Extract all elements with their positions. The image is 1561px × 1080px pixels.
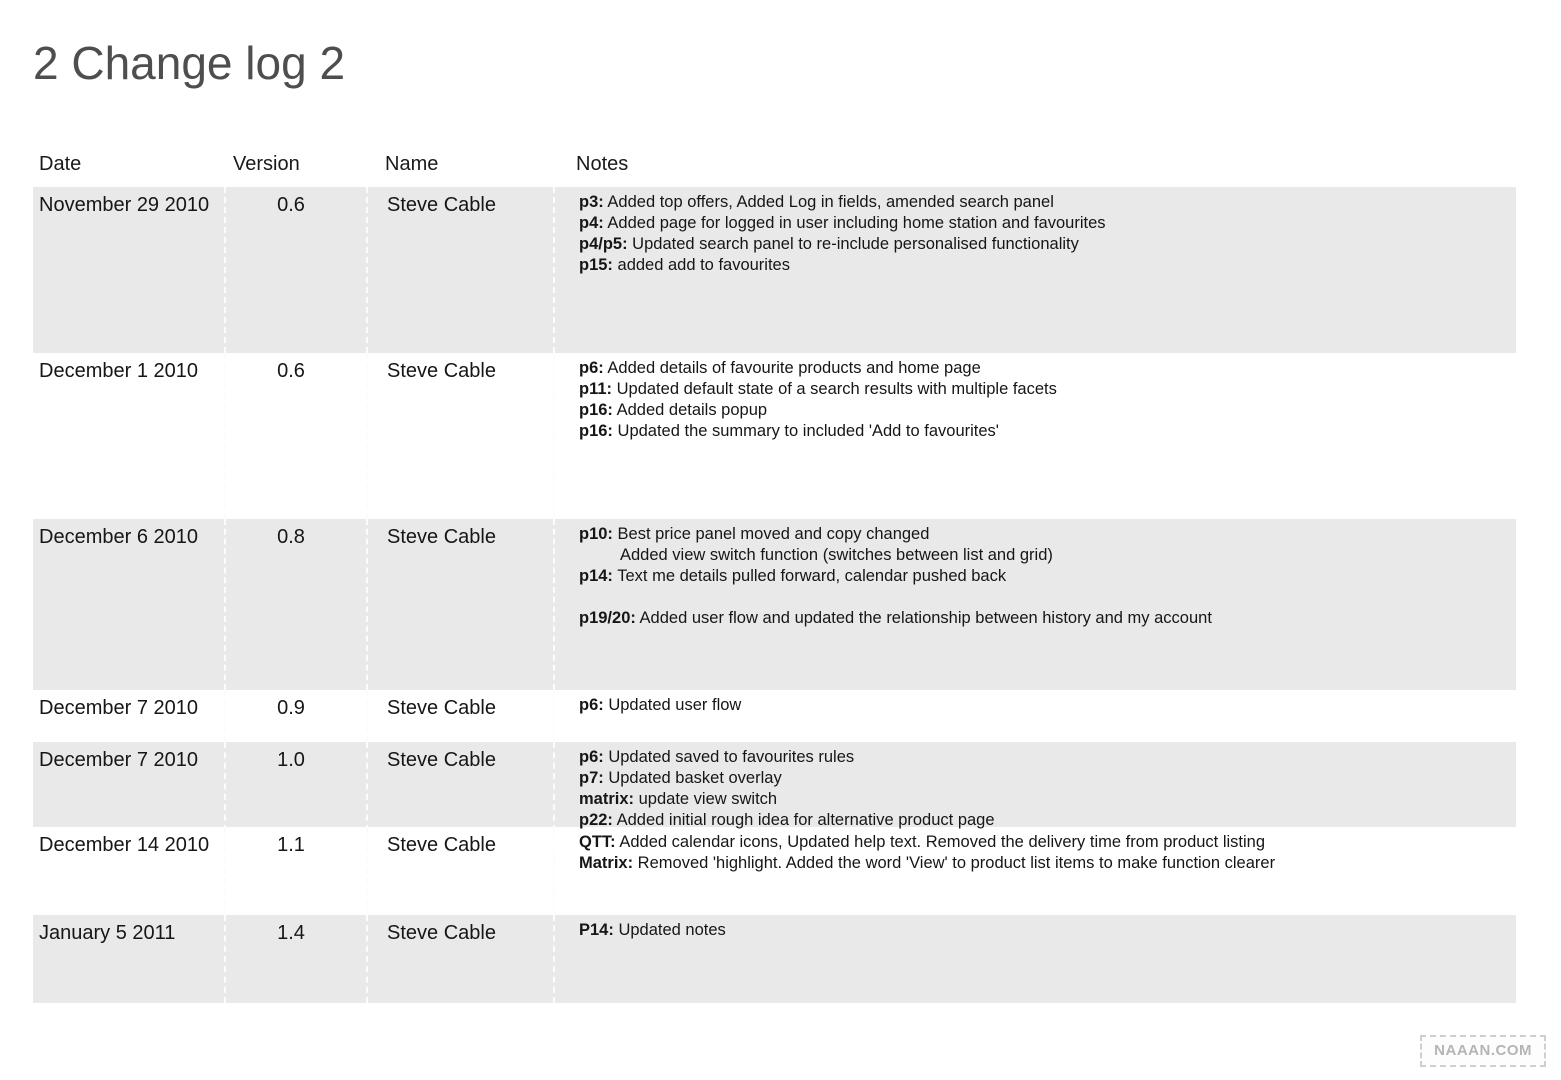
note-prefix: QTT:: [579, 833, 616, 851]
note-line: [579, 747, 1516, 768]
note-text: Added view switch function (switches between list and grid): [620, 546, 1053, 564]
note-prefix: p6:: [579, 359, 604, 377]
cell-notes: [553, 742, 1516, 831]
note-text: Updated notes: [613, 921, 726, 939]
note-prefix: Matrix:: [579, 854, 634, 872]
note-line: [579, 255, 1516, 276]
cell-notes: [553, 353, 1516, 519]
note-line: [579, 421, 1516, 442]
note-line: [579, 920, 1516, 941]
note-line: [579, 587, 1516, 608]
note-text: Updated basket overlay: [603, 769, 782, 787]
table-row: [33, 915, 1516, 1003]
note-prefix: p14:: [579, 567, 613, 585]
note-line: [579, 192, 1516, 213]
header-version: Version: [233, 153, 300, 175]
note-text: Updated default state of a search results with multiple facets: [612, 380, 1057, 398]
note-line: [579, 566, 1516, 587]
cell-date: December 7 2010: [39, 697, 198, 719]
cell-date: December 7 2010: [39, 749, 198, 771]
note-line: [579, 832, 1516, 853]
header-date: Date: [39, 153, 82, 175]
note-line: [579, 853, 1516, 874]
table-row: [33, 827, 1516, 915]
note-prefix: matrix:: [579, 790, 635, 808]
note-prefix: p3:: [579, 193, 604, 211]
note-text: Added page for logged in user including home station and favourites: [603, 214, 1106, 232]
table-row: [33, 353, 1516, 519]
cell-date: January 5 2011: [39, 922, 176, 944]
note-prefix: p6:: [579, 748, 604, 766]
cell-version: 0.6: [224, 187, 366, 353]
note-prefix: p4:: [579, 214, 604, 232]
note-line: [579, 379, 1516, 400]
note-prefix: p15:: [579, 256, 613, 274]
note-prefix: p4/p5:: [579, 235, 628, 253]
note-line: [579, 400, 1516, 421]
cell-notes: [553, 915, 1516, 1003]
note-line: [579, 545, 1516, 566]
header-notes: Notes: [576, 153, 629, 175]
note-text: Added details popup: [612, 401, 768, 419]
cell-name: Steve Cable: [366, 915, 553, 1003]
note-text: Updated the summary to included 'Add to favourites': [612, 422, 999, 440]
cell-date: December 6 2010: [39, 526, 198, 548]
note-text: Added top offers, Added Log in fields, amended search panel: [603, 193, 1054, 211]
note-prefix: p19/20:: [579, 609, 636, 627]
table-row: [33, 742, 1516, 827]
cell-date: November 29 2010: [39, 194, 210, 216]
cell-name: Steve Cable: [366, 187, 553, 353]
note-text: Text me details pulled forward, calendar pushed back: [612, 567, 1007, 585]
watermark-badge: NAAAN.COM: [1420, 1035, 1546, 1067]
note-text: Best price panel moved and copy changed: [612, 525, 930, 543]
note-prefix: p11:: [579, 380, 613, 398]
note-prefix: p6:: [579, 696, 604, 714]
note-text: Updated saved to favourites rules: [603, 748, 855, 766]
note-line: [579, 213, 1516, 234]
table-row: [33, 519, 1516, 690]
note-line: [579, 695, 1516, 716]
note-text: Added initial rough idea for alternative product page: [612, 811, 995, 829]
note-line: [579, 358, 1516, 379]
note-prefix: p16:: [579, 401, 613, 419]
cell-version: 0.9: [224, 690, 366, 742]
table-row: [33, 187, 1516, 353]
note-text: Added calendar icons, Updated help text. Removed the delivery time from product listing: [615, 833, 1266, 851]
note-prefix: p7:: [579, 769, 604, 787]
changelog-table: [33, 150, 1516, 1003]
cell-version: 1.1: [224, 827, 366, 915]
note-prefix: p16:: [579, 422, 613, 440]
note-prefix: p22:: [579, 811, 613, 829]
note-text: update view switch: [634, 790, 778, 808]
note-line: [579, 768, 1516, 789]
cell-notes: [553, 187, 1516, 353]
page-title: 2 Change log 2: [33, 37, 346, 89]
note-text: added add to favourites: [612, 256, 790, 274]
note-prefix: P14:: [579, 921, 614, 939]
note-line: [579, 789, 1516, 810]
cell-name: Steve Cable: [366, 742, 553, 831]
cell-version: 0.8: [224, 519, 366, 690]
cell-name: Steve Cable: [366, 690, 553, 742]
note-line: [579, 608, 1516, 629]
header-name: Name: [385, 153, 439, 175]
cell-date: December 1 2010: [39, 360, 198, 382]
cell-notes: [553, 519, 1516, 690]
note-text: Removed 'highlight. Added the word 'View' to product list items to make function clearer: [633, 854, 1276, 872]
cell-name: Steve Cable: [366, 827, 553, 915]
note-text: Updated user flow: [603, 696, 742, 714]
note-text: Added user flow and updated the relationship between history and my account: [635, 609, 1212, 627]
note-text: Updated search panel to re-include personalised functionality: [627, 235, 1079, 253]
cell-date: December 14 2010: [39, 834, 210, 856]
cell-name: Steve Cable: [366, 519, 553, 690]
cell-version: 1.4: [224, 915, 366, 1003]
cell-notes: [553, 827, 1516, 915]
note-text: Added details of favourite products and home page: [603, 359, 981, 377]
cell-name: Steve Cable: [366, 353, 553, 519]
cell-notes: [553, 690, 1516, 742]
cell-version: 0.6: [224, 353, 366, 519]
table-row: [33, 690, 1516, 742]
table-header-row: [33, 150, 1516, 187]
note-line: [579, 524, 1516, 545]
cell-version: 1.0: [224, 742, 366, 831]
note-line: [579, 234, 1516, 255]
note-prefix: p10:: [579, 525, 613, 543]
